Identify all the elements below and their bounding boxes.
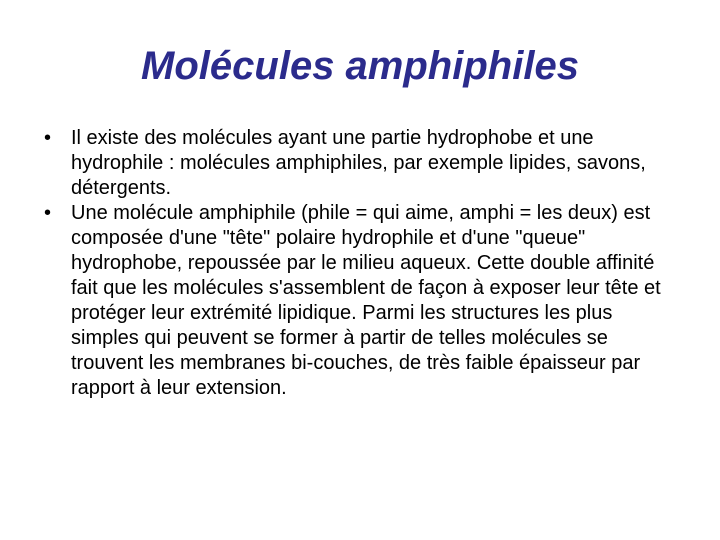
bullet-text: Il existe des molécules ayant une partie hydrophobe et une hydrophile : molécules amphiphiles, par exemple lipides, savons, détergents. [71,127,646,199]
slide-title: Molécules amphiphiles [141,44,579,88]
bullet-text: Une molécule amphiphile (phile = qui aime, amphi = les deux) est composée d'une "tête" polaire hydrophile et d'une "queue" hydrophobe, repoussée par le milieu aqueux. Cette double affinité fait que les molécules s'assemblent de façon à exposer leur tête et protéger leur extrémité lipidique. Parmi les structures les plus simples qui peuvent se former à partir de telles molécules se trouvent les membranes bi-couches, de très faible épaisseur par rapport à leur extension. [71,202,661,399]
bullet-marker: • [44,202,52,224]
bullet-list [44,126,684,401]
bullet-item [44,126,684,201]
bullet-marker: • [44,127,52,149]
bullet-item [44,201,684,401]
